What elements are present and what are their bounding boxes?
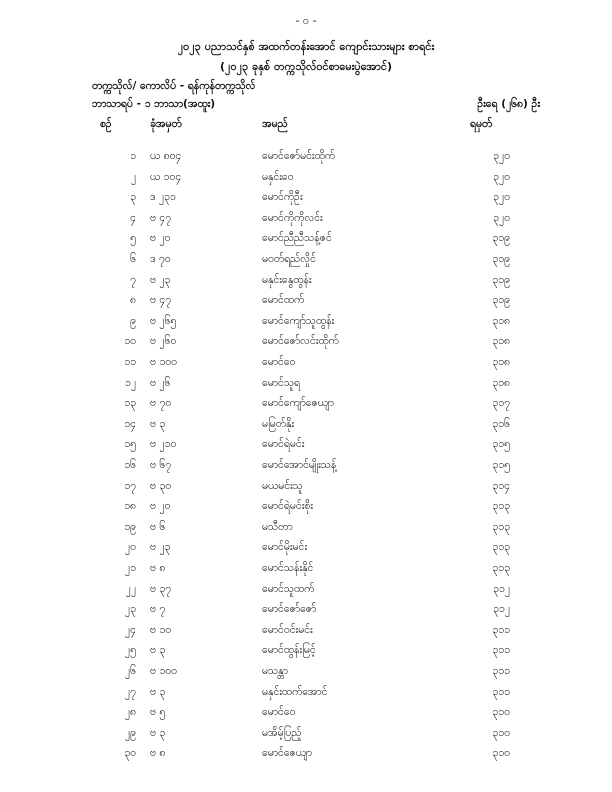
document-subtitle: (၂၀၂၃ ခုနှစ် တက္ကသိုလ်ဝင်စာမေးပွဲအောင်) [220,60,392,73]
marks: ၃၂၀ [493,150,510,162]
serial-number: ၃ [130,191,136,204]
marks: ၃၂၀ [493,211,510,224]
serial-number: ၁၃ [124,397,136,410]
marks: ၃၁၈ [492,335,510,348]
student-name: မအိမ့်ပြည့် [262,726,302,739]
roll-number: ဗ ၁၀၀ [150,356,178,368]
marks: ၃၁၃ [492,520,510,533]
student-name: မသန္တာ [262,665,288,677]
serial-number: ၁၆ [124,459,136,471]
marks: ၃၁၀ [492,747,510,760]
student-name: မောင်ကျော်ဇေယျာ [262,397,334,410]
student-name: မောင်ဇေယျာ [262,747,312,760]
marks: ၃၁၉ [492,253,510,265]
table-row [0,500,612,520]
serial-number: ၁၇ [124,479,136,492]
student-name: မယမင်းသူ [262,479,303,492]
marks: ၃၁၈ [492,314,510,327]
table-row [0,603,612,623]
roll-number: ဗ ၁၀ [150,623,172,636]
table-row [0,274,612,294]
roll-number: ဗ ၂၀ [150,500,171,513]
student-name: မောင်ဝင်းမင်း [262,623,313,636]
marks: ၃၁၅ [492,438,510,451]
student-name: မောင်အောင်မျိုးသန့် [262,459,337,471]
marks: ၃၂၀ [493,191,510,204]
serial-number: ၂၇ [124,685,136,698]
serial-number: ၂၉ [124,726,136,739]
serial-number: ၂၅ [124,644,136,657]
table-row [0,315,612,335]
marks: ၃၁၂ [493,603,510,616]
table-header [0,118,612,154]
table-row [0,377,612,397]
serial-number: ၇ [130,273,136,286]
serial-number: ၈ [130,294,136,307]
marks: ၃၁၃ [492,562,510,574]
student-name: မောင်ကိုဦး [262,191,303,204]
student-name: မောင်ဇော်ဇော် [262,603,317,616]
student-name: မောင်ကျော်သူထွန်း [262,314,335,327]
roll-number: ယ ၁၀၄ [150,170,182,183]
table-row [0,253,612,273]
marks: ၃၁၄ [492,479,510,492]
serial-number: ၂၁ [124,562,136,574]
roll-number: ဒ ၇၀ [150,253,171,265]
student-name: မနှင်းထက်အောင် [262,685,328,698]
marks: ၃၁၀ [492,726,510,739]
student-name: မမြတ်နိုး [262,417,295,430]
header-marks: ရမှတ် [470,118,493,130]
header-no: စဉ် [100,118,112,130]
table-row [0,171,612,191]
table-row [0,686,612,706]
roll-number: ဗ ၆ [150,520,166,533]
serial-number: ၂၆ [124,665,136,677]
roll-number: ဗ ၃ [150,644,166,657]
student-name: မနှင်းဝေ [262,170,294,183]
student-name: မောင်သန်းနိုင် [262,562,314,574]
table-row [0,521,612,541]
subject-line: ဘာသာရပ် - ၁ ဘာသာ(အထူး) [92,98,216,110]
roll-number: ဗ ၃ [150,726,166,739]
marks: ၃၁၆ [492,417,510,430]
roll-number: ဗ ၂၁၀ [150,438,177,451]
roll-number: ဗ ၁၀၀ [150,665,178,677]
document-title: ၂၀၂၃ ပညာသင်နှစ် အထက်တန်းအောင် ကျောင်းသားများ စာရင်း [177,40,435,53]
student-name: မောင်ကိုကိုလင်း [262,211,323,224]
marks: ၃၁၃ [492,541,510,554]
serial-number: ၆ [130,253,136,265]
marks: ၃၁၁ [492,644,510,657]
table-row [0,665,612,685]
serial-number: ၂၂ [125,582,136,595]
serial-number: ၁၄ [124,417,136,430]
student-name: မဝတ်ရည်လှိုင် [262,253,316,265]
serial-number: ၅ [130,232,136,245]
student-name: မောင်မိုးမင်း [262,541,307,554]
table-row [0,150,612,170]
serial-number: ၁ [130,150,136,162]
table-row [0,583,612,603]
serial-number: ၃၀ [124,747,136,760]
table-row [0,727,612,747]
serial-number: ၂၃ [124,603,136,616]
student-name: မောင်ဇော်လင်းထိုက် [262,335,339,348]
serial-number: ၄ [130,211,136,224]
roll-number: ဒ ၂၃၁ [150,191,176,204]
roll-number: ဗ ၃၇ [150,582,172,595]
roll-number: ဗ ၂၆၅ [150,314,177,327]
serial-number: ၁၅ [124,438,136,451]
student-name: မောင်ဝေ [262,706,296,719]
student-name: မောင်ညီညီသန့်ဇင် [262,232,332,245]
table-row [0,397,612,417]
marks: ၃၁၂ [493,582,510,595]
page-number: - ၀ - [295,14,317,27]
serial-number: ၁၂ [124,376,136,389]
marks: ၃၁၀ [492,706,510,719]
table-row [0,212,612,232]
header-roll: ခုံအမှတ် [150,118,182,130]
roll-number: ဗ ၈ [150,747,166,760]
serial-number: ၁၀ [124,335,136,348]
roll-number: ဗ ၂၆ [150,376,171,389]
table-row [0,541,612,561]
marks: ၃၂၀ [493,170,510,183]
table-row [0,418,612,438]
university-line: တက္ကသိုလ်/ ကောလိပ် - ရန်ကုန်တက္ကသိုလ် [92,80,256,92]
student-name: မောင်ဝေ [262,356,296,368]
marks: ၃၁၈ [492,356,510,368]
student-name: မသီတာ [262,520,293,533]
marks: ၃၁၁ [492,665,510,677]
table-row [0,644,612,664]
student-name: မောင်သူထက် [262,582,315,595]
marks: ၃၁၉ [492,273,510,286]
table-row [0,459,612,479]
serial-number: ၂၀ [124,541,136,554]
student-name: မောင်ဇော်မင်းထိုက် [262,150,336,162]
roll-number: ဗ ၃၀ [150,479,172,492]
marks: ၃၁၃ [492,500,510,513]
roll-number: ဗ ၂၃ [150,273,171,286]
table-row [0,356,612,376]
roll-number: ဗ ၇ [150,603,166,616]
roll-number: ဗ ၃ [150,685,166,698]
marks: ၃၁၅ [492,459,510,471]
table-row [0,438,612,458]
table-row [0,232,612,252]
serial-number: ၁၉ [124,520,136,533]
roll-number: ဗ ၈ [150,562,166,574]
table-row [0,562,612,582]
roll-number: ဗ ၅ [150,706,166,719]
roll-number: ဗ ၄၇ [150,211,172,224]
student-name: မောင်ထက် [262,294,305,307]
student-name: မောင်ရဲမင်း [262,438,305,451]
serial-number: ၂၈ [124,706,136,719]
marks: ၃၁၉ [492,294,510,307]
table-row [0,480,612,500]
table-row [0,191,612,211]
serial-number: ၁၈ [124,500,136,513]
roll-number: ဗ ၄၇ [150,294,172,307]
serial-number: ၁၁ [124,356,136,368]
roll-number: ယ ၈၀၄ [150,150,182,162]
student-name: မောင်ထွန်းမြင့် [262,644,316,657]
table-row [0,706,612,726]
marks: ၃၁၇ [492,397,510,410]
student-name: မောင်သူရ [262,376,301,389]
serial-number: ၂ [130,170,136,183]
roll-number: ဗ ၂၀ [150,232,171,245]
student-name: မောင်ရဲမင်းစိုး [262,500,313,513]
table-row [0,335,612,355]
marks: ၃၁၈ [492,376,510,389]
serial-number: ၉ [130,314,136,327]
header-name: အမည် [262,118,288,130]
table-row [0,747,612,767]
roll-number: ဗ ၃ [150,417,166,430]
roll-number: ဗ ၆၇ [150,459,172,471]
student-name: မနှင်းနွေထွန်း [262,273,312,286]
table-row [0,294,612,314]
table-row [0,624,612,644]
marks: ၃၁၁ [492,623,510,636]
serial-number: ၂၄ [124,623,136,636]
total-count: ဦးရေ (၂၆၈) ဦး [477,98,540,110]
roll-number: ဗ ၂၃ [150,541,171,554]
roll-number: ဗ ၇၀ [150,397,172,410]
marks: ၃၁၁ [492,685,510,698]
marks: ၃၁၉ [492,232,510,245]
roll-number: ဗ ၂၆၀ [150,335,177,348]
